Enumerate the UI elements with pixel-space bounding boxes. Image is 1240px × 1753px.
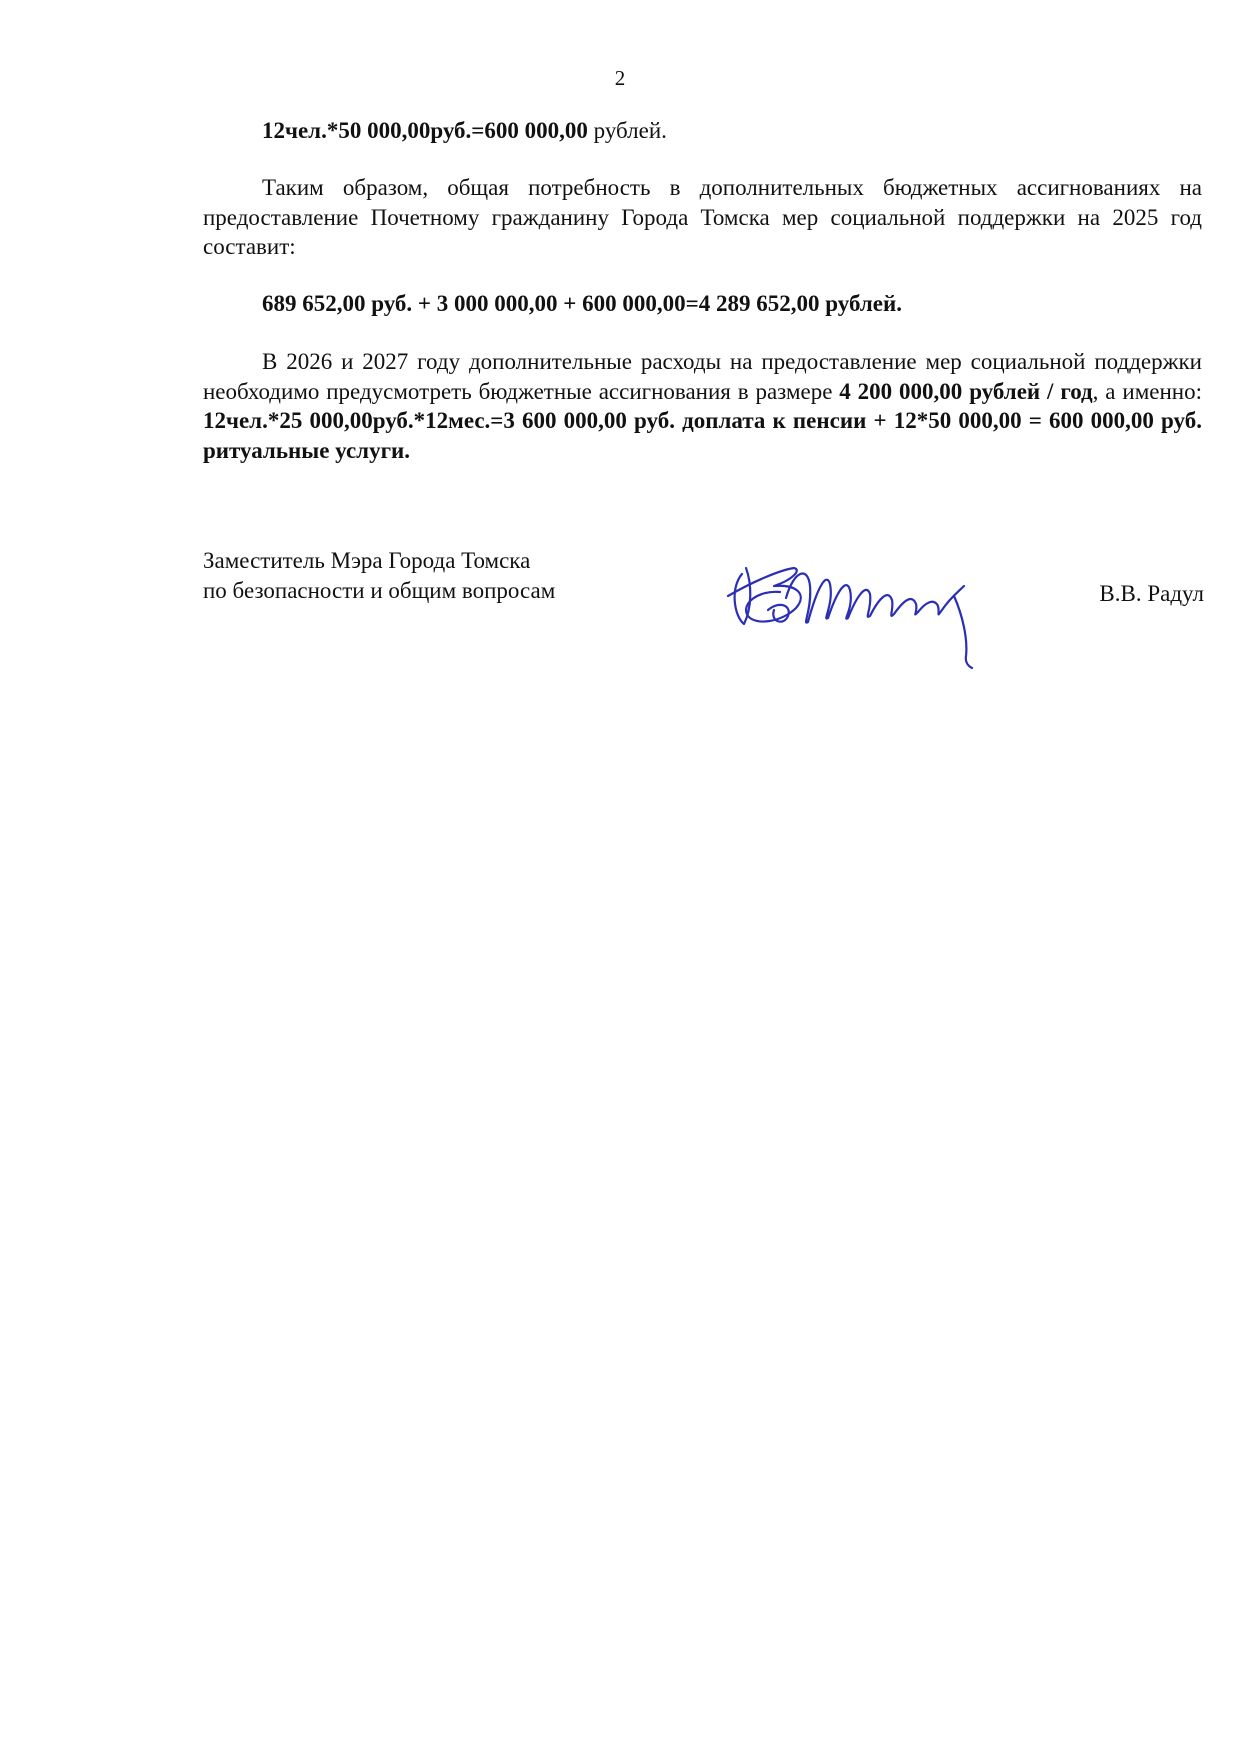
- expenses-intro: В 2026 и 2027 году дополнительные расходы на предоставление мер социальной поддержки необходимо предусмотреть бюджетные ассигнования в размере: [203, 349, 1202, 404]
- signatory-title-line1: Заместитель Мэра Города Томска: [203, 548, 531, 573]
- paragraph-funeral-calculation: [203, 116, 1240, 146]
- paragraph-total-sum: [203, 289, 1240, 319]
- funeral-calculation-unit: рублей.: [587, 118, 667, 143]
- paragraph-2026-2027: [203, 347, 1202, 465]
- page-number: 2: [614, 66, 626, 90]
- namely-text: , а именно:: [1092, 378, 1202, 404]
- annual-amount-bold: 4 200 000,00 рублей / год: [839, 378, 1093, 404]
- paragraph-total-need: Таким образом, общая потребность в дополнительных бюджетных ассигнованиях на предоставление Почетному гражданину Города Томска мер социальной поддержки на 2025 год составит:: [203, 175, 1202, 259]
- handwritten-signature: [722, 548, 1012, 673]
- funeral-calculation-bold: 12чел.*50 000,00руб.=600 000,00: [262, 118, 588, 143]
- signatory-title-line2: по безопасности и общим вопросам: [203, 577, 556, 603]
- annual-breakdown-bold: 12чел.*25 000,00руб.*12мес.=3 600 000,00 руб. доплата к пенсии + 12*50 000,00 = 600 000,00 руб. ритуальные услуги.: [203, 408, 1202, 463]
- signatory-title: [203, 546, 555, 605]
- total-sum-bold: 689 652,00 руб. + 3 000 000,00 + 600 000,00=4 289 652,00 рублей.: [262, 291, 902, 316]
- signatory-name: В.В. Радул: [1099, 581, 1204, 606]
